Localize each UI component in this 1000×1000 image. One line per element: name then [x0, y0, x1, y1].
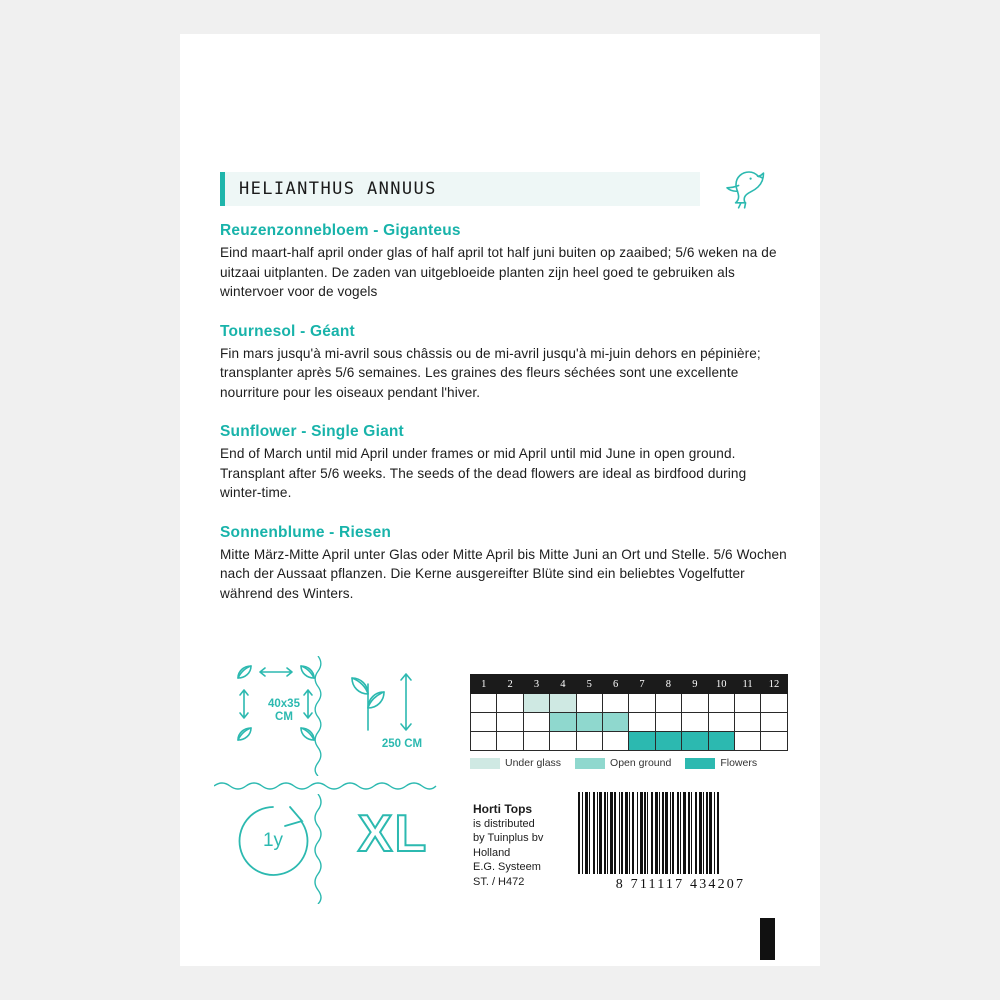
distributor-line-4: E.G. Systeem [473, 861, 541, 873]
calendar-header-row [471, 675, 788, 694]
body-fr: Fin mars jusqu'à mi-avril sous châssis ou de mi-avril jusqu'à mi-juin dehors en pépinière; transplanter après 5/6 semaines. Les graines des fleurs séchées sont une excellente nourriture pour les oiseaux pendant l'hiver. [220, 345, 761, 400]
distributor-info [473, 802, 543, 889]
distributor-line-5: ST. / H472 [473, 875, 525, 888]
barcode-bars [578, 792, 783, 874]
growing-icons [208, 652, 448, 902]
packet-size-icon: XL [357, 805, 429, 863]
legend-label-under-glass: Under glass [505, 757, 562, 769]
heading-en: Sunflower - Single Giant [220, 423, 404, 440]
body-nl: Eind maart-half april onder glas of half april tot half juni buiten op zaaibed; 5/6 weken na de uitzaai uitplanten. De zaden van uitgebloeide planten zijn heel goed te gebruiken als wintervoer voor de vogels [220, 245, 777, 299]
month-12: 12 [761, 675, 787, 694]
barcode-number: 8 711117 434207 [615, 877, 746, 892]
distributor-line-2: by Tuinplus bv [473, 832, 544, 844]
month-11: 11 [734, 675, 760, 694]
botanical-name-bar [220, 172, 700, 206]
calendar-legend [470, 757, 788, 769]
distributor-line-3: Holland [473, 846, 511, 859]
divider-squiggle [312, 656, 324, 776]
seed-packet-back [180, 34, 820, 966]
month-9: 9 [682, 675, 708, 694]
description-block-fr [220, 323, 788, 403]
legend-item-under-glass [470, 757, 561, 769]
month-7: 7 [629, 675, 655, 694]
legend-label-flowers: Flowers [720, 757, 758, 769]
month-1: 1 [471, 675, 497, 694]
lifecycle-label: 1y [262, 830, 284, 851]
calendar-table [470, 674, 788, 751]
calendar-row-flowers [471, 732, 788, 751]
spacing-label-2: CM [275, 711, 293, 723]
month-5: 5 [576, 675, 602, 694]
legend-item-flowers [685, 757, 757, 769]
month-3: 3 [523, 675, 549, 694]
month-10: 10 [708, 675, 734, 694]
description-blocks [220, 222, 788, 624]
bird-icon [705, 164, 775, 216]
page-title: HELIANTHUS ANNUUS [239, 179, 437, 199]
heading-de: Sonnenblume - Riesen [220, 523, 392, 541]
body-de: Mitte März-Mitte April unter Glas oder Mitte April bis Mitte Juni an Ort und Stelle. 5/6 Wochen nach der Aussaat pflanzen. Die Kerne ausgereifter Blüte sind ein beliebtes Vogelfutter während des Winters. [220, 546, 787, 601]
month-2: 2 [497, 675, 523, 694]
calendar-row-under-glass [471, 694, 788, 713]
description-block-en [220, 423, 788, 503]
height-label: 250 CM [381, 738, 423, 750]
month-6: 6 [602, 675, 628, 694]
spacing-label-1: 40x35 [268, 698, 300, 710]
heading-nl: Reuzenzonnebloem - Giganteus [220, 222, 461, 239]
description-block-de [220, 524, 788, 604]
calendar-row-open-ground [471, 713, 788, 732]
description-block-nl [220, 222, 788, 302]
legend-label-open-ground: Open ground [610, 757, 672, 769]
plant-height-icon [334, 660, 444, 770]
distributor-line-1: is distributed [473, 817, 535, 830]
accent-bar [220, 172, 225, 206]
plant-spacing-icon [222, 660, 342, 770]
legend-swatch-open-ground [575, 758, 605, 769]
legend-item-open-ground [575, 757, 671, 769]
heading-fr: Tournesol - Géant [220, 322, 355, 340]
barcode [578, 792, 783, 893]
month-8: 8 [655, 675, 681, 694]
legend-swatch-under-glass [470, 758, 500, 769]
annual-cycle-icon [228, 796, 318, 886]
divider-squiggle-horizontal [214, 780, 442, 792]
month-4: 4 [550, 675, 576, 694]
body-en: End of March until mid April under frames or mid April until mid June in open ground. Transplant after 5/6 weeks. The seeds of the dead flowers are ideal as birdfood during winter-time. [220, 446, 747, 500]
company-name: Horti Tops [473, 802, 533, 816]
sowing-calendar [470, 674, 788, 769]
print-registration-mark [760, 918, 775, 960]
divider-squiggle-2 [312, 794, 324, 904]
legend-swatch-flowers [685, 758, 715, 769]
